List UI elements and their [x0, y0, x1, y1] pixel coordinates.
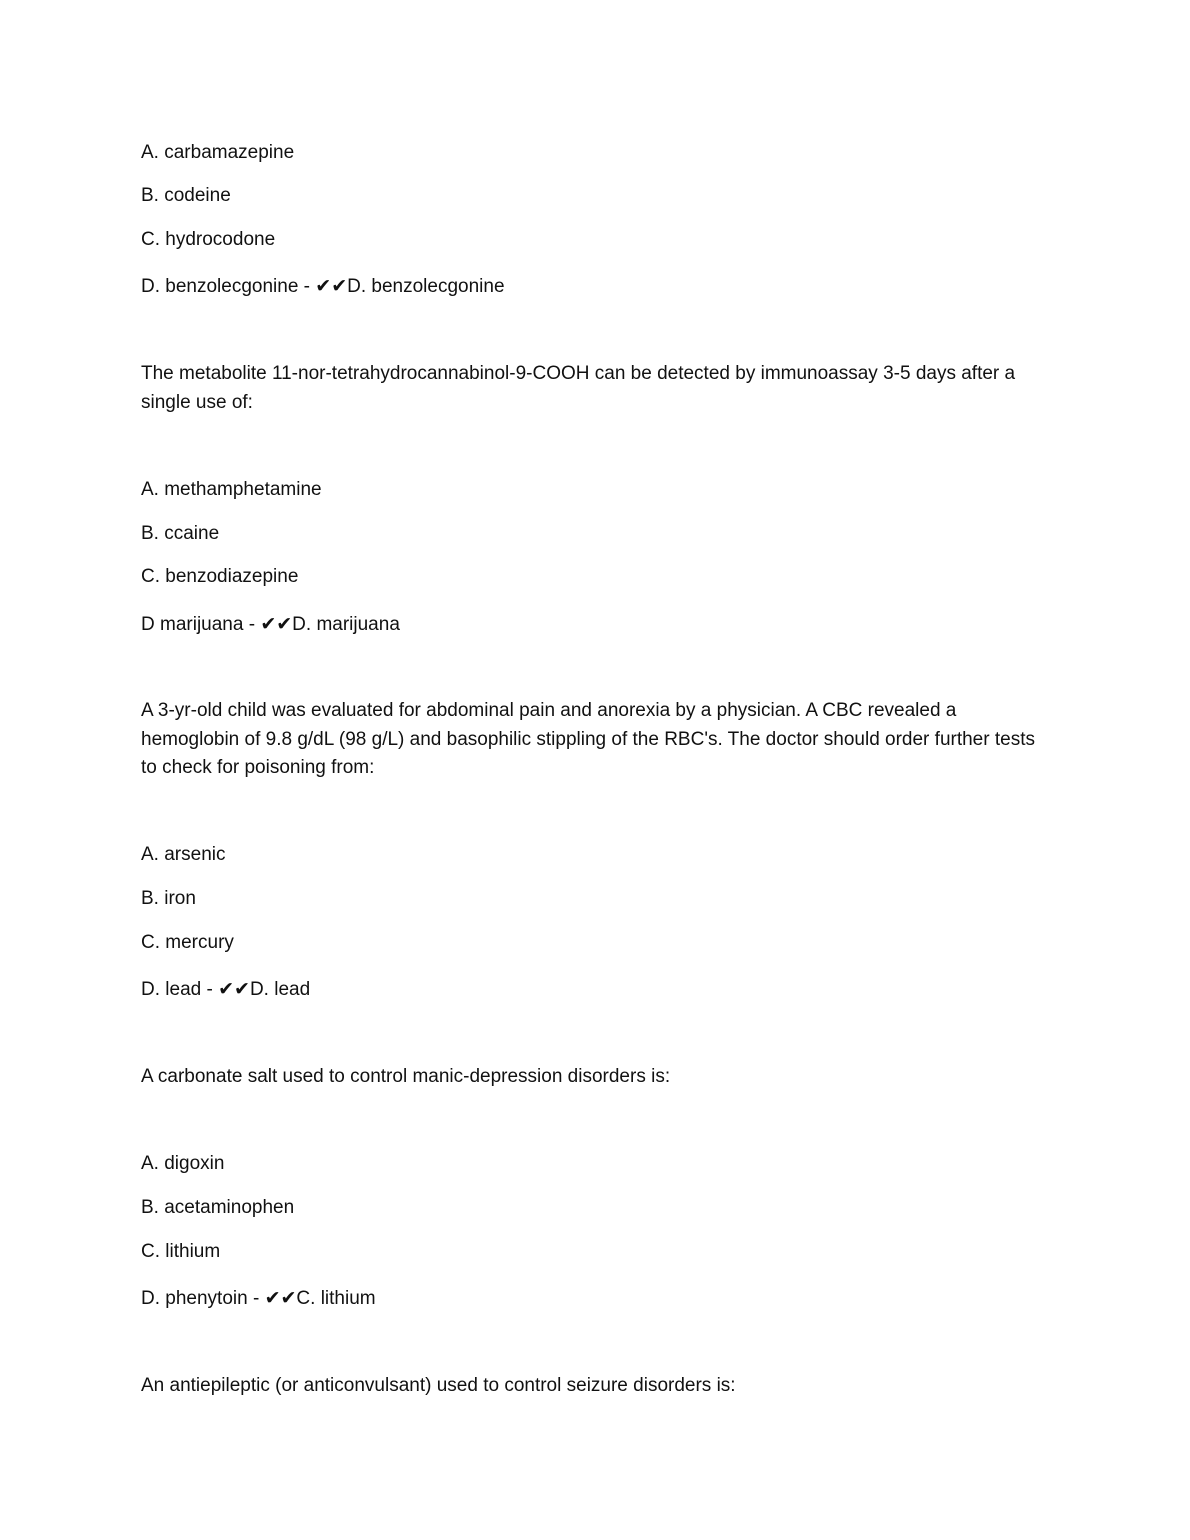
option-b: B. ccaine [141, 523, 220, 544]
option-d: D marijuana - [141, 614, 256, 635]
question-text: An antiepileptic (or anticonvulsant) used to control seizure disorders is: [141, 1375, 736, 1396]
option-d-with-answer [141, 1284, 376, 1313]
correct-answer: D. lead [249, 979, 311, 1000]
option-c: C. benzodiazepine [141, 566, 299, 587]
option-d: D. lead - [141, 979, 213, 1000]
option-a: A. methamphetamine [141, 479, 322, 500]
correct-answer: D. benzolecgonine [347, 276, 505, 297]
checkmark-icon: ✔✔ [260, 613, 293, 635]
checkmark-icon: ✔✔ [315, 275, 348, 297]
option-c: C. hydrocodone [141, 229, 276, 250]
option-c: C. mercury [141, 932, 234, 953]
question-text: A carbonate salt used to control manic-depression disorders is: [141, 1066, 671, 1087]
option-a: A. digoxin [141, 1153, 225, 1174]
option-c: C. lithium [141, 1241, 221, 1262]
checkmark-icon: ✔✔ [218, 978, 250, 1000]
option-a: A. carbamazepine [141, 142, 295, 163]
option-a: A. arsenic [141, 844, 226, 865]
option-d-with-answer [141, 610, 400, 639]
correct-answer: D. marijuana [292, 614, 400, 635]
option-d-with-answer [141, 272, 505, 301]
question-text: The metabolite 11-nor-tetrahydrocannabinol-9-COOH can be detected by immunoassay 3-5 days after a single use of: [141, 363, 1016, 413]
question-text: A 3-yr-old child was evaluated for abdominal pain and anorexia by a physician. A CBC revealed a hemoglobin of 9.8 g/dL (98 g/L) and basophilic stippling of the RBC's. The doctor should order further tests to check for poisoning from: [141, 700, 1035, 778]
option-d: D. benzolecgonine - [141, 276, 310, 297]
correct-answer: C. lithium [296, 1288, 376, 1309]
option-d-with-answer [141, 975, 310, 1004]
option-d: D. phenytoin - [141, 1288, 260, 1309]
option-b: B. codeine [141, 185, 231, 206]
option-b: B. acetaminophen [141, 1197, 295, 1218]
option-b: B. iron [141, 888, 196, 909]
checkmark-icon: ✔✔ [264, 1287, 297, 1309]
